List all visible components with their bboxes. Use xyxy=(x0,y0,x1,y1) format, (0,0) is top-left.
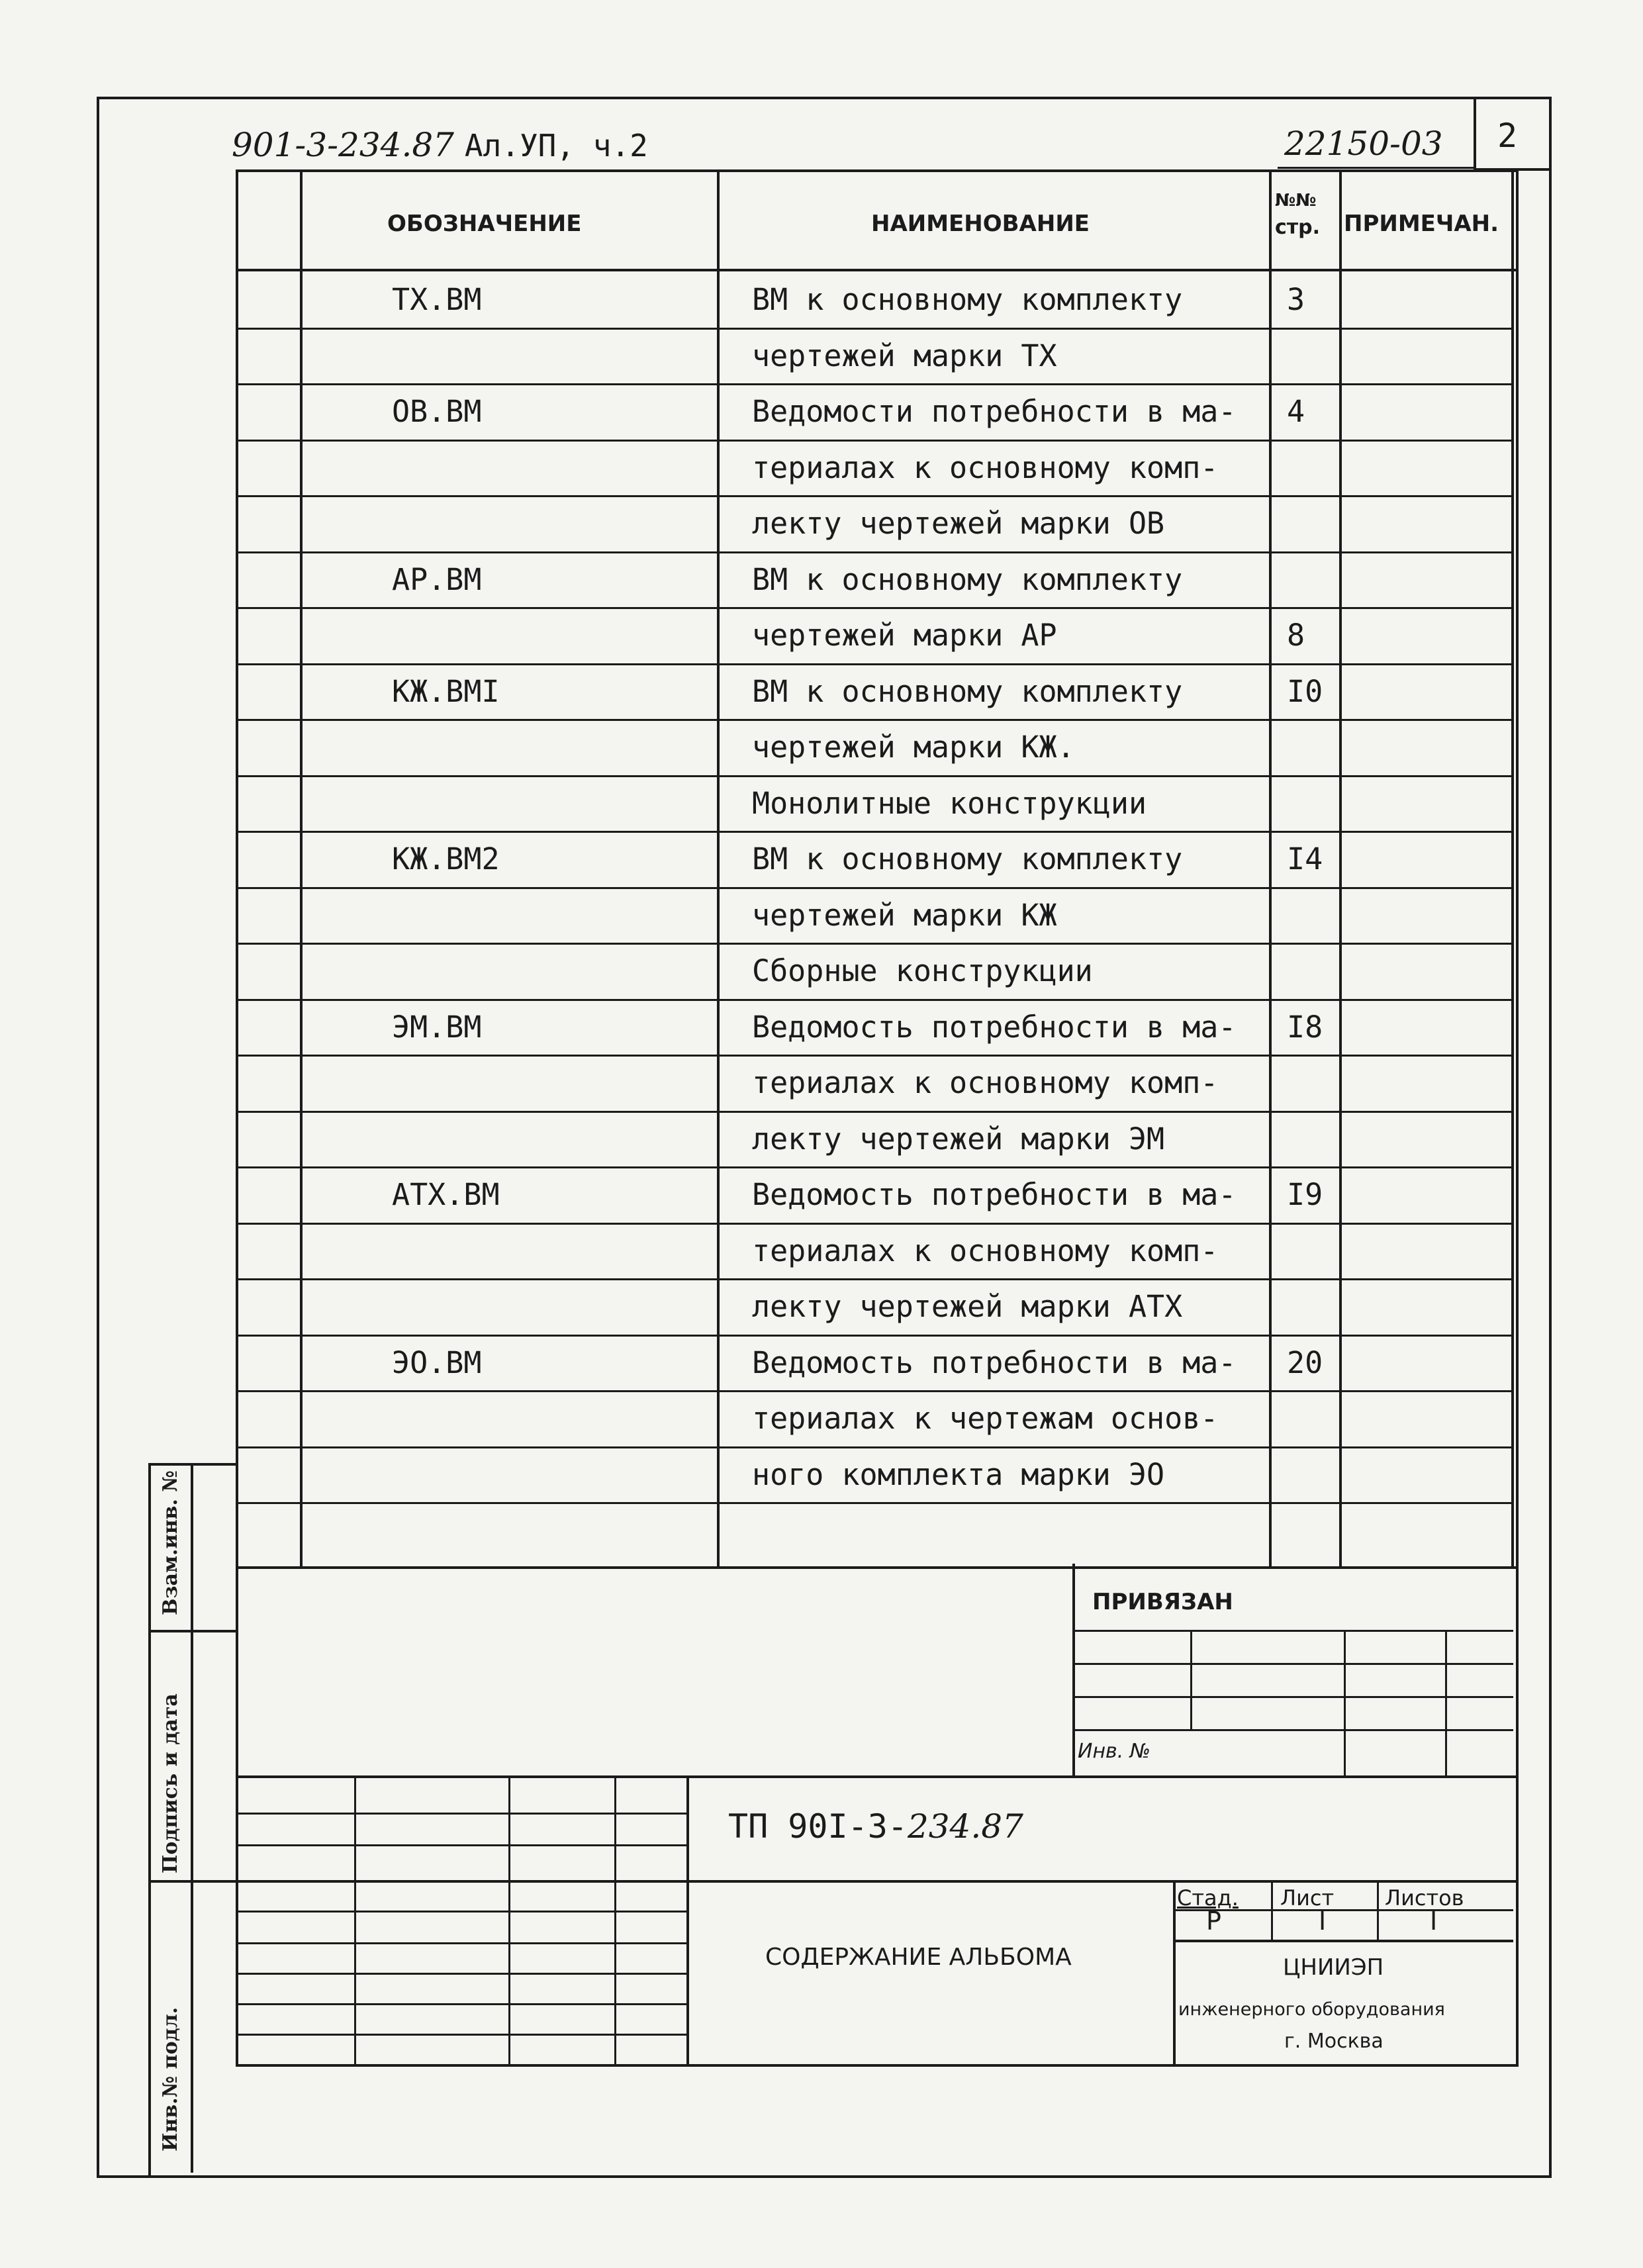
stage-col-1 xyxy=(1271,1880,1273,1941)
row-divider xyxy=(236,1390,1513,1392)
header-rule xyxy=(236,269,1516,271)
column-header-page-no: №№ xyxy=(1275,191,1317,211)
title-rule-4 xyxy=(236,1942,688,1944)
row-name: ВМ к основному комплекту xyxy=(752,841,1183,876)
row-name: териалах к основному комп- xyxy=(752,449,1219,485)
bound-inv-label: Инв. № xyxy=(1078,1740,1151,1763)
row-designation: ЭМ.ВМ xyxy=(392,1009,482,1045)
row-name: чертежей марки ТХ xyxy=(752,338,1057,373)
project-code xyxy=(728,1807,1023,1846)
side-stamp-rule-1 xyxy=(148,1630,237,1632)
row-name: чертежей марки КЖ xyxy=(752,897,1057,933)
row-designation: КЖ.ВМ2 xyxy=(392,841,500,876)
bound-divider xyxy=(1072,1564,1075,1775)
row-divider xyxy=(236,1502,1513,1504)
document-code xyxy=(232,126,648,164)
col-divider-5 xyxy=(1511,169,1514,1566)
row-page: 3 xyxy=(1287,282,1305,317)
title-rule-3 xyxy=(236,1911,688,1913)
row-name: Ведомости потребности в ма- xyxy=(752,394,1237,429)
row-designation: АТХ.ВМ xyxy=(392,1177,500,1212)
col-divider-1 xyxy=(300,169,303,1566)
row-designation: ЭО.ВМ xyxy=(392,1345,482,1380)
sheet-label: Лист xyxy=(1280,1885,1335,1911)
row-divider xyxy=(236,1223,1513,1225)
sheets-value: I xyxy=(1430,1907,1438,1936)
project-code-typed: ТП 90I-3- xyxy=(728,1807,908,1846)
side-stamp-rule-2 xyxy=(148,1880,237,1883)
row-divider xyxy=(236,1446,1513,1448)
title-col-4 xyxy=(686,1775,689,2064)
stage-value-rule xyxy=(1173,1940,1513,1942)
row-name: ВМ к основному комплекту xyxy=(752,673,1183,709)
bound-col-2 xyxy=(1344,1630,1346,1775)
row-divider xyxy=(236,1055,1513,1057)
row-name: Ведомость потребности в ма- xyxy=(752,1177,1237,1212)
row-divider xyxy=(236,999,1513,1001)
row-divider xyxy=(236,663,1513,665)
org-subtitle: инженерного оборудования xyxy=(1178,1999,1445,2020)
col-divider-2 xyxy=(717,169,720,1566)
column-header-designation: ОБОЗНАЧЕНИЕ xyxy=(387,211,582,237)
org-name: ЦНИИЭП xyxy=(1283,1954,1384,1981)
sheet-number: 2 xyxy=(1497,117,1518,155)
document-code-handwritten: 901-3-234.87 xyxy=(232,126,454,164)
row-divider xyxy=(236,775,1513,777)
title-col-2 xyxy=(508,1775,510,2064)
stage-value: Р xyxy=(1206,1907,1221,1936)
row-divider xyxy=(236,1111,1513,1113)
row-designation: КЖ.ВМI xyxy=(392,673,500,709)
bound-col-3 xyxy=(1445,1630,1447,1775)
row-divider xyxy=(236,551,1513,553)
row-name: Ведомость потребности в ма- xyxy=(752,1009,1237,1045)
side-stamp-divider xyxy=(191,1463,193,2173)
bound-rule-2 xyxy=(1072,1663,1513,1665)
archive-underline xyxy=(1278,167,1476,169)
row-page: I0 xyxy=(1287,673,1323,709)
sheets-label: Листов xyxy=(1385,1885,1464,1911)
bound-rule-4 xyxy=(1072,1729,1513,1731)
title-rule-5 xyxy=(236,1973,688,1975)
row-divider xyxy=(236,831,1513,833)
row-designation: ОВ.ВМ xyxy=(392,394,482,429)
row-page: 20 xyxy=(1287,1345,1323,1380)
row-name: лекту чертежей марки ОВ xyxy=(752,506,1165,541)
row-name: Монолитные конструкции xyxy=(752,785,1147,821)
stage-col-2 xyxy=(1377,1880,1379,1941)
row-divider xyxy=(236,719,1513,721)
row-page: 4 xyxy=(1287,394,1305,429)
title-col-1 xyxy=(354,1775,356,2064)
row-divider xyxy=(236,887,1513,889)
row-divider xyxy=(236,1166,1513,1168)
project-code-handwritten: 234.87 xyxy=(907,1807,1023,1846)
org-city: г. Москва xyxy=(1284,2030,1384,2053)
row-designation: АР.ВМ xyxy=(392,561,482,597)
row-name: чертежей марки АР xyxy=(752,618,1057,653)
bound-rule-1 xyxy=(1072,1630,1513,1632)
row-divider xyxy=(236,1335,1513,1337)
row-page: I4 xyxy=(1287,841,1323,876)
row-name: ВМ к основному комплекту xyxy=(752,561,1183,597)
archive-number: 22150-03 xyxy=(1284,124,1443,163)
row-name: Ведомость потребности в ма- xyxy=(752,1345,1237,1380)
bound-title: ПРИВЯЗАН xyxy=(1092,1589,1233,1615)
side-label-replaced-inv: Взам.инв. № xyxy=(159,1470,182,1615)
title-rule-6 xyxy=(236,2003,688,2005)
column-header-page: стр. xyxy=(1275,216,1321,239)
row-name: териалах к основному комп- xyxy=(752,1233,1219,1268)
row-divider xyxy=(236,495,1513,497)
row-divider xyxy=(236,440,1513,442)
row-divider xyxy=(236,943,1513,945)
row-designation: ТХ.ВМ xyxy=(392,282,482,317)
row-name: лекту чертежей марки ЭМ xyxy=(752,1121,1165,1157)
col-divider-4 xyxy=(1339,169,1342,1566)
row-name: чертежей марки КЖ. xyxy=(752,730,1075,765)
row-divider xyxy=(236,328,1513,330)
sheet-value: I xyxy=(1319,1907,1327,1936)
title-rule-2 xyxy=(236,1844,688,1846)
bound-rule-3 xyxy=(1072,1696,1513,1698)
title-rule-main xyxy=(236,1880,1516,1883)
title-rule-7 xyxy=(236,2034,688,2036)
row-page: 8 xyxy=(1287,618,1305,653)
row-divider xyxy=(236,1278,1513,1280)
row-name: териалах к основному комп- xyxy=(752,1065,1219,1100)
stage-divider-left xyxy=(1173,1880,1176,2064)
sheet-title: СОДЕРЖАНИЕ АЛЬБОМА xyxy=(765,1944,1072,1971)
bound-block xyxy=(236,1564,1519,1778)
row-page: I8 xyxy=(1287,1009,1323,1045)
side-label-signature-date: Подпись и дата xyxy=(159,1693,182,1873)
bound-col-1 xyxy=(1190,1630,1192,1729)
column-header-name: НАИМЕНОВАНИЕ xyxy=(871,211,1090,237)
row-name: ВМ к основному комплекту xyxy=(752,282,1183,317)
row-divider xyxy=(236,383,1513,385)
title-rule-1 xyxy=(236,1813,688,1815)
row-name: Сборные конструкции xyxy=(752,953,1093,988)
document-code-typed: Ал.УП, ч.2 xyxy=(464,128,648,164)
col-divider-3 xyxy=(1269,169,1272,1566)
side-label-original-inv: Инв.№ подл. xyxy=(159,2007,182,2151)
stage-label: Стад. xyxy=(1177,1885,1239,1911)
row-name: териалах к чертежам основ- xyxy=(752,1401,1219,1436)
column-header-notes: ПРИМЕЧАН. xyxy=(1344,211,1499,237)
row-name: ного комплекта марки ЭО xyxy=(752,1456,1165,1492)
row-page: I9 xyxy=(1287,1177,1323,1212)
title-col-3 xyxy=(614,1775,616,2064)
row-divider xyxy=(236,607,1513,609)
row-name: лекту чертежей марки АТХ xyxy=(752,1289,1183,1324)
